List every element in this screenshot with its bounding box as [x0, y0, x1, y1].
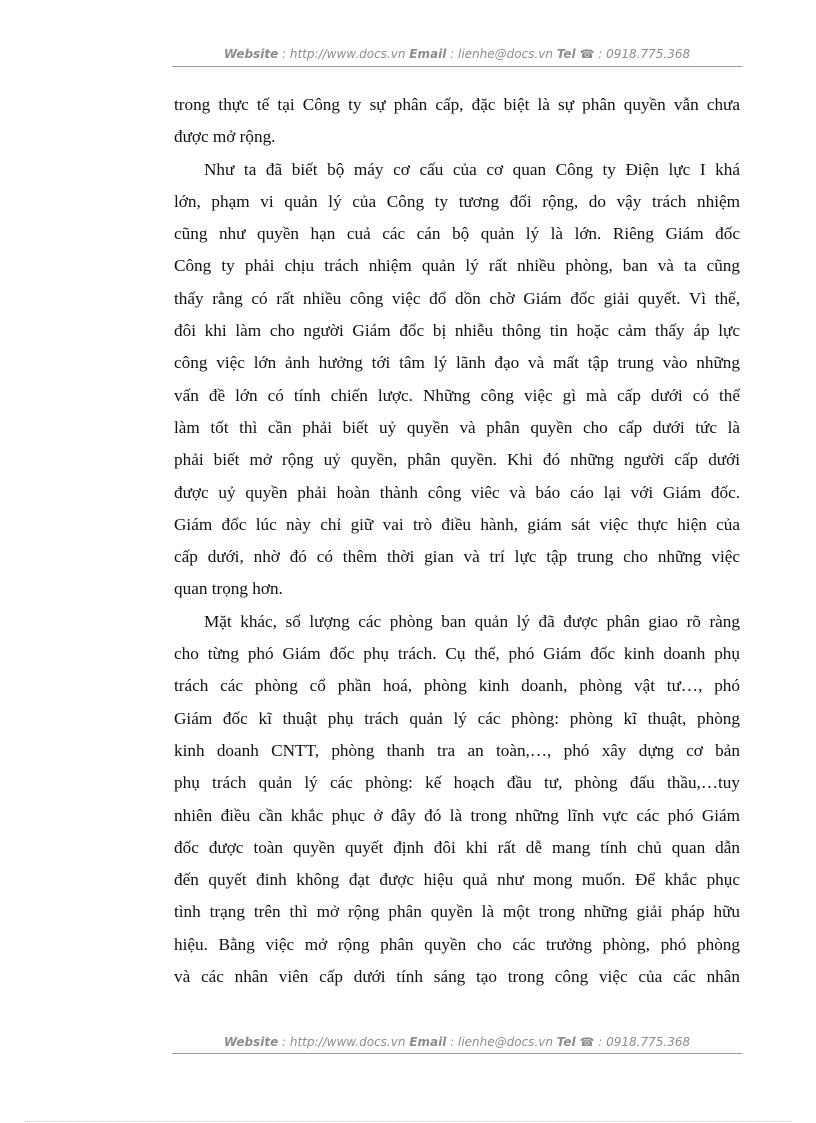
page-footer: [172, 1035, 742, 1049]
text-line: được mở rộng.: [174, 127, 276, 147]
text-line: kinh doanh CNTT, phòng thanh tra an toàn,…, phó xây dựng cơ bản: [174, 740, 740, 760]
phone-icon: ☎: [579, 47, 595, 61]
page-header: [172, 47, 742, 61]
footer-email-label: Email: [409, 1035, 447, 1049]
body-text: [174, 89, 740, 993]
header-email-address: : lienhe@docs.vn: [446, 47, 557, 61]
text-line: cấp dưới, nhờ đó có thêm thời gian và trí lực tập trung cho những việc: [174, 547, 740, 567]
text-line: làm tốt thì cần phải biết uỷ quyền và phân quyền cho cấp dưới tức là: [174, 417, 740, 437]
text-line: và các nhân viên cấp dưới tính sáng tạo trong công việc của các nhân: [174, 967, 740, 987]
text-line: Giám đốc lúc này chỉ giữ vai trò điều hành, giám sát việc thực hiện của: [174, 514, 740, 534]
text-line: lớn, phạm vi quản lý của Công ty tương đối rộng, do vậy trách nhiệm: [174, 191, 740, 211]
text-line: Giám đốc kĩ thuật phụ trách quản lý các phòng: phòng kĩ thuật, phòng: [174, 708, 740, 728]
text-line: cũng như quyền hạn cuả các cán bộ quản lý là lớn. Riêng Giám đốc: [174, 224, 740, 244]
text-line: vấn đề lớn có tính chiến lược. Những công việc gì mà cấp dưới có thể: [174, 385, 740, 405]
text-line: đốc được toàn quyền quyết định đôi khi rất dễ mang tính chủ quan dẫn: [174, 837, 740, 857]
text-line: Như ta đã biết bộ máy cơ cấu của cơ quan Công ty Điện lực I khá: [204, 159, 740, 179]
text-line: phải biết mở rộng uỷ quyền, phân quyền. Khi đó những người cấp dưới: [174, 450, 740, 470]
header-email-label: Email: [409, 47, 447, 61]
text-line: Mặt khác, số lượng các phòng ban quản lý đã được phân giao rõ ràng: [204, 611, 740, 631]
header-website-label: Website: [223, 47, 279, 61]
text-line: hiệu. Bằng việc mở rộng phân quyền cho các trưởng phòng, phó phòng: [174, 934, 740, 954]
footer-tel-label: Tel: [556, 1035, 576, 1049]
header-rule: [172, 66, 742, 67]
text-line: công việc lớn ảnh hưởng tới tâm lý lãnh đạo và mất tập trung vào những: [174, 353, 740, 373]
text-line: quan trọng hơn.: [174, 579, 283, 599]
footer-tel-value: : 0918.775.368: [594, 1035, 691, 1049]
header-tel-label: Tel: [556, 47, 576, 61]
header-website-url: : http://www.docs.vn: [278, 47, 410, 61]
text-line: Công ty phải chịu trách nhiệm quản lý rất nhiều phòng, ban và ta cũng: [174, 256, 740, 276]
text-line: trong thực tế tại Công ty sự phân cấp, đặc biệt là sự phân quyền vẫn chưa: [174, 95, 740, 114]
footer-website-url: : http://www.docs.vn: [278, 1035, 410, 1049]
text-line: phụ trách quản lý các phòng: kế hoạch đầu tư, phòng đấu thầu,…tuy: [174, 773, 740, 793]
text-line: cho từng phó Giám đốc phụ trách. Cụ thể, phó Giám đốc kinh doanh phụ: [174, 644, 740, 664]
text-line: thấy rằng có rất nhiều công việc đổ dồn chờ Giám đốc giải quyết. Vì thế,: [174, 288, 740, 308]
text-line: đôi khi làm cho người Giám đốc bị nhiễu thông tin hoặc cảm thấy áp lực: [174, 321, 740, 341]
phone-icon: ☎: [579, 1035, 595, 1049]
page-edge-divider: [24, 1121, 792, 1122]
footer-rule: [172, 1053, 742, 1054]
text-line: nhiên điều cần khắc phục ở đây đó là trong những lĩnh vực các phó Giám: [174, 805, 740, 825]
text-line: trách các phòng cổ phần hoá, phòng kinh doanh, phòng vật tư…, phó: [174, 676, 740, 696]
header-tel-value: : 0918.775.368: [594, 47, 691, 61]
footer-email-address: : lienhe@docs.vn: [446, 1035, 557, 1049]
text-line: tình trạng trên thì mở rộng phân quyền là một trong những giải pháp hữu: [174, 902, 740, 922]
footer-website-label: Website: [223, 1035, 279, 1049]
text-line: được uỷ quyền phải hoàn thành công viêc và báo cáo lại với Giám đốc.: [174, 482, 740, 502]
text-line: đến quyết đinh không đạt được hiệu quả như mong muốn. Để khắc phục: [174, 870, 740, 890]
